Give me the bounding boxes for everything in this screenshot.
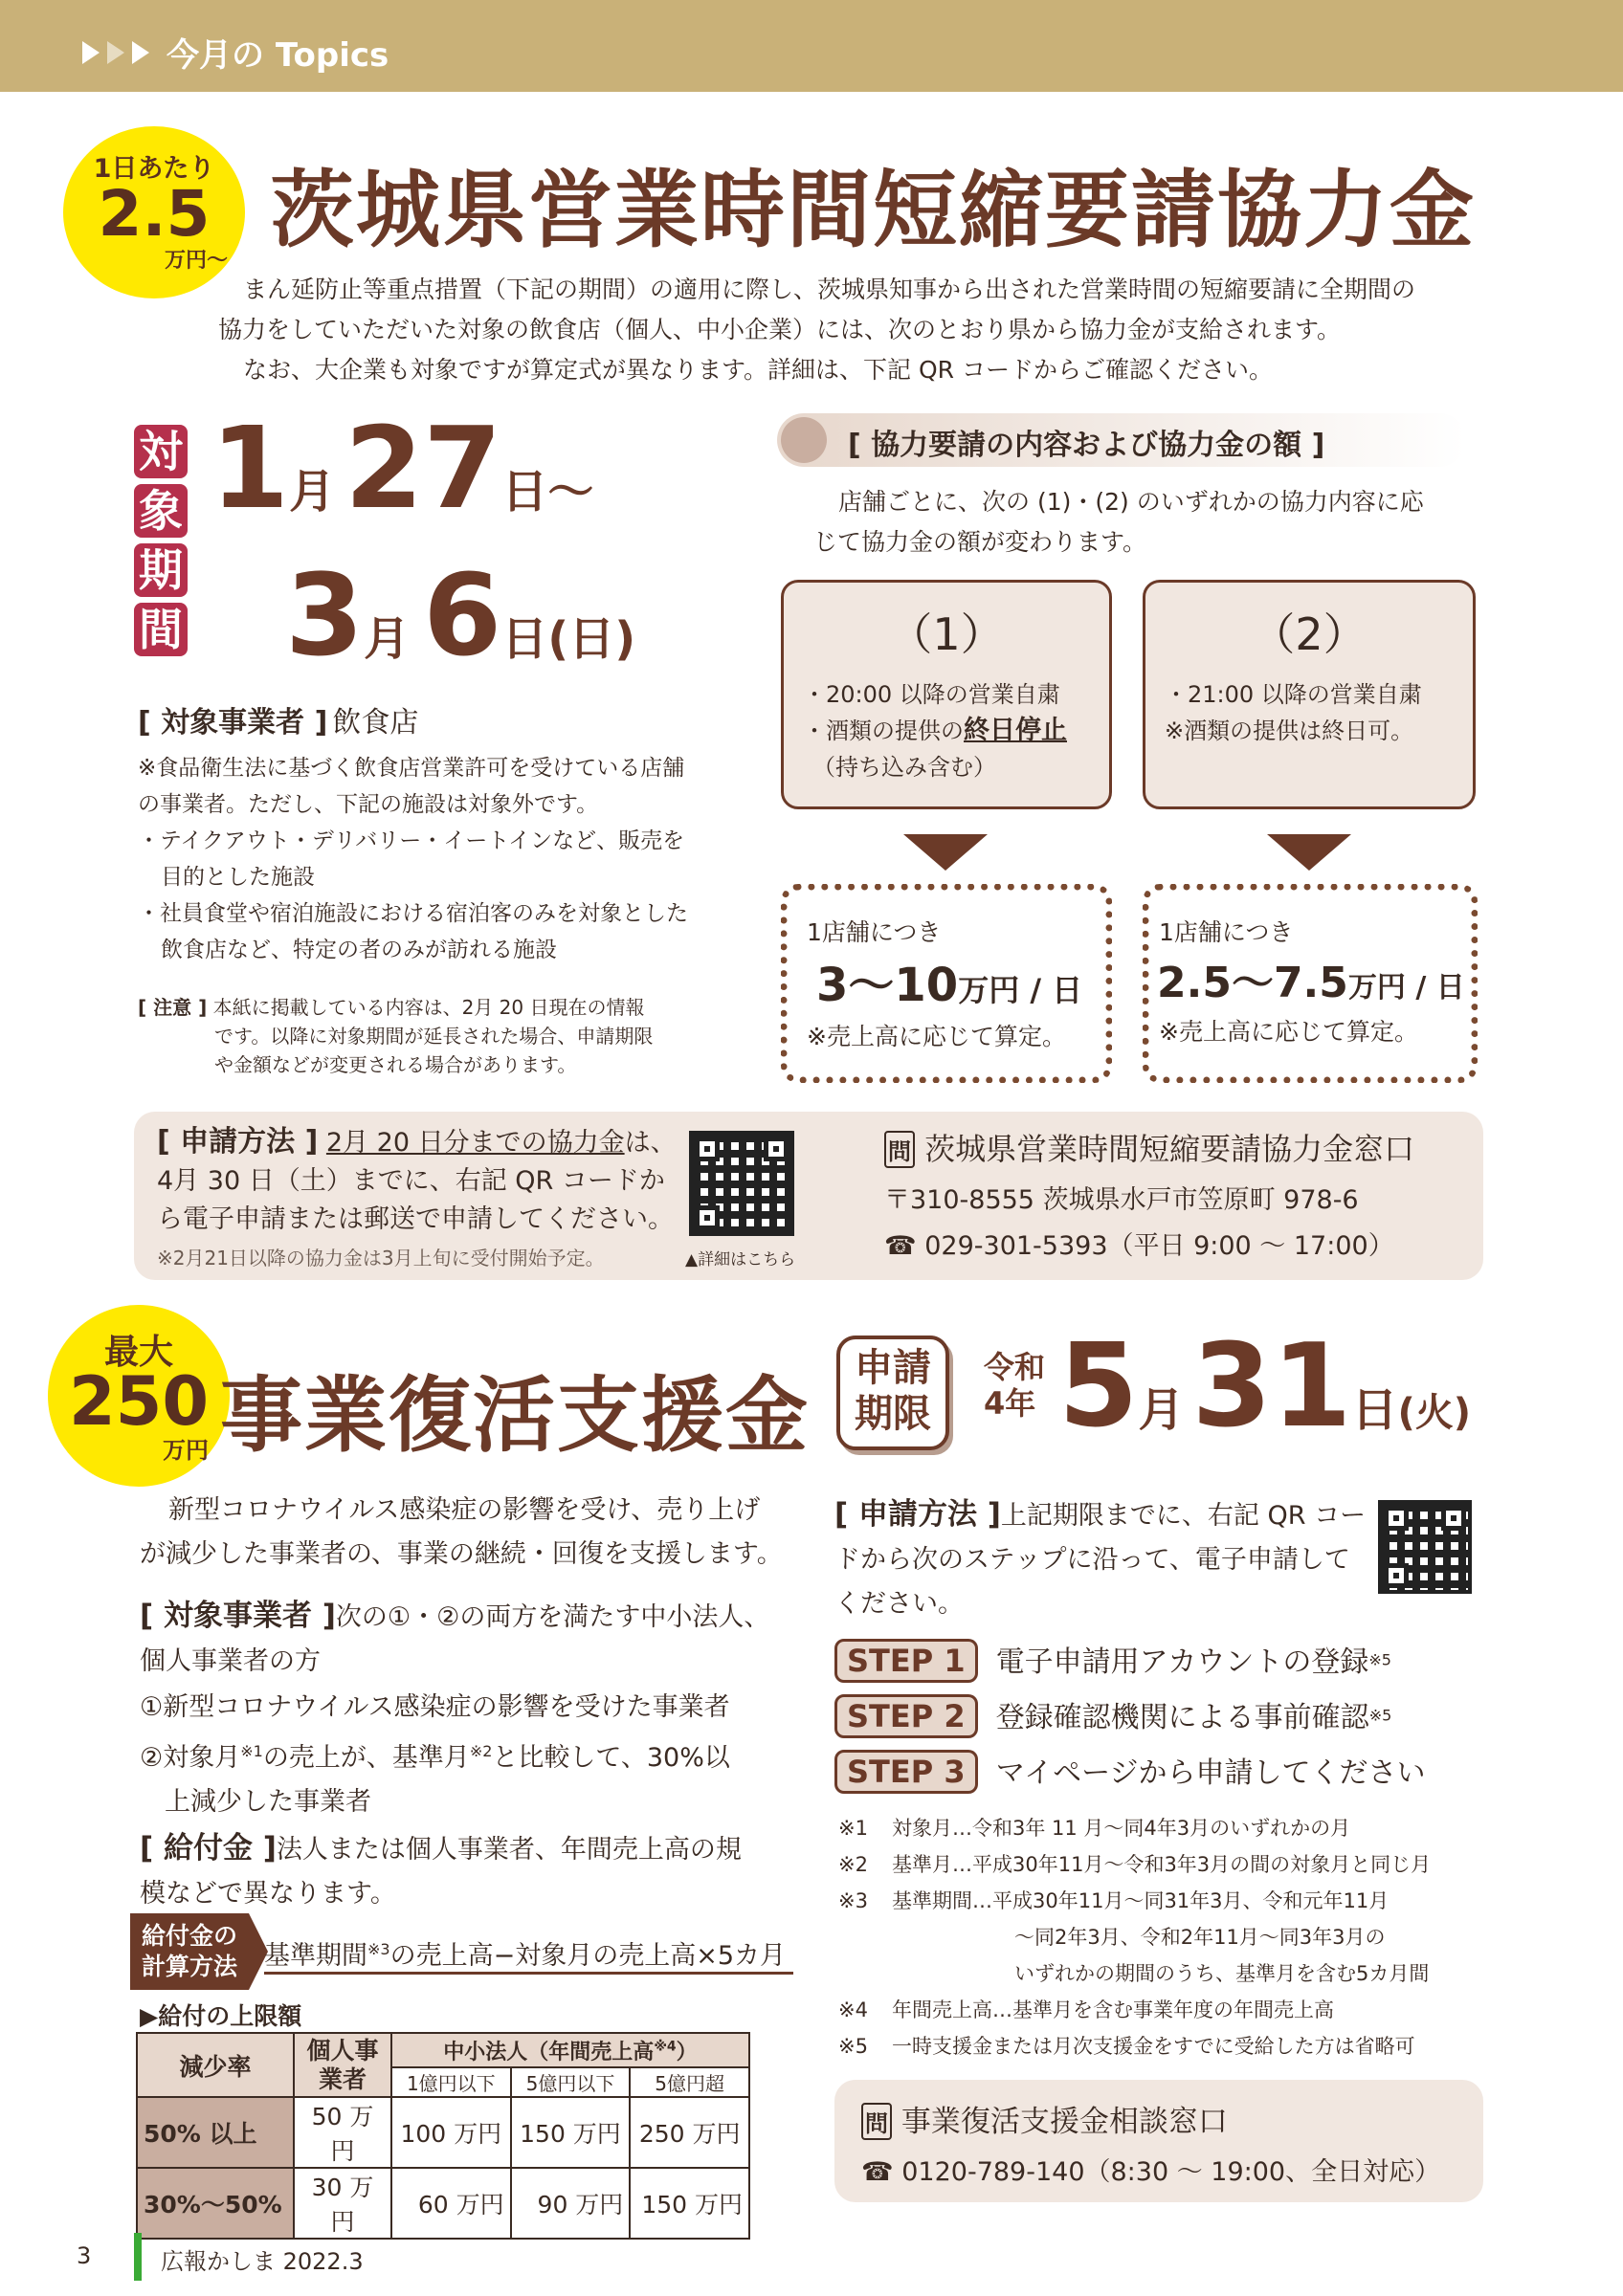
calc-tag-line: 給付金の bbox=[141, 1922, 237, 1950]
corp-label-end: ） bbox=[676, 2040, 698, 2064]
caution-note bbox=[138, 993, 750, 1079]
heading-dot-icon bbox=[781, 417, 827, 463]
note-text: 対象月…令和3年 11 月〜同4年3月のいずれかの月 bbox=[892, 1817, 1351, 1840]
table-cell: 30 万円 bbox=[294, 2168, 391, 2239]
target-value: 飲食店 bbox=[332, 706, 419, 740]
section1-intro-1: まん延防止等重点措置（下記の期間）の適用に際し、茨城県知事から出された営業時間の短縮要請に全期間の bbox=[243, 276, 1416, 303]
deadline-date bbox=[1058, 1320, 1471, 1453]
target-bullet: 飲食店など、特定の者のみが訪れる施設 bbox=[161, 938, 557, 962]
caution-text: です。以降に対象期間が延長された場合、申請期限 bbox=[214, 1025, 654, 1048]
limit-head: ▶給付の上限額 bbox=[140, 2002, 302, 2030]
intro-line: 新型コロナウイルス感染症の影響を受け、売り上げ bbox=[168, 1495, 761, 1525]
calc-formula bbox=[264, 1934, 793, 1975]
table-cell: 100 万円 bbox=[391, 2097, 511, 2168]
badge-amount: 250 bbox=[68, 1362, 210, 1441]
deadline-weekday: (火) bbox=[1397, 1391, 1472, 1435]
end-month: 3 bbox=[285, 549, 365, 681]
apply-text: 上記期限までに、右記 QR コー bbox=[1000, 1501, 1367, 1531]
condition bbox=[140, 1730, 769, 1780]
office-name: 事業復活支援金相談窓口 bbox=[900, 2105, 1228, 2139]
steps-list bbox=[834, 1638, 1426, 1804]
badge-unit: 万円〜 bbox=[164, 249, 228, 273]
start-month: 1 bbox=[211, 402, 290, 534]
deadline-tag-line: 期限 bbox=[855, 1392, 931, 1436]
apply-link[interactable]: 2月 20 日分までの協力金 bbox=[325, 1128, 625, 1158]
office-tel bbox=[884, 1225, 1394, 1262]
qr-caption: ▲詳細はこちら bbox=[685, 1250, 796, 1269]
office-name: 茨城県営業時間短縮要請協力金窓口 bbox=[924, 1131, 1415, 1167]
max-badge bbox=[48, 1305, 230, 1487]
page-number: 3 bbox=[77, 2242, 92, 2269]
amount-unit: 万円 / 日 bbox=[1347, 971, 1465, 1004]
option2-line: ※酒類の提供は終日可。 bbox=[1165, 718, 1414, 744]
table-cell: 250 万円 bbox=[630, 2097, 749, 2168]
calc-tag bbox=[130, 1913, 249, 1990]
target-bullet: ・社員食堂や宿泊施設における宿泊客のみを対象とした bbox=[138, 901, 688, 926]
caution-head: [ 注意 ] bbox=[138, 996, 208, 1019]
note-text: 基準期間…平成30年11月〜同31年3月、令和元年11月 bbox=[892, 1889, 1390, 1912]
deadline-era-name: 令和 bbox=[984, 1349, 1046, 1385]
apply-panel-1 bbox=[134, 1112, 1483, 1280]
arrow-icon bbox=[107, 41, 124, 64]
table-header-indiv: 個人事業者 bbox=[294, 2033, 391, 2097]
condition: 上減少した事業者 bbox=[165, 1787, 371, 1817]
table-header-corp bbox=[391, 2033, 749, 2067]
apply-note: ※2月21日以降の協力金は3月上旬に受付開始予定。 bbox=[157, 1247, 605, 1269]
end-day-unit: 日 bbox=[501, 612, 548, 666]
option2-box bbox=[1143, 580, 1476, 809]
table-subheader: 1億円以下 bbox=[391, 2067, 511, 2097]
month-unit: 月 bbox=[364, 612, 411, 666]
deadline-year: 4年 bbox=[984, 1385, 1036, 1422]
corp-label: 中小法人（年間売上高 bbox=[443, 2040, 655, 2064]
table-row bbox=[137, 2097, 749, 2168]
option1-line: ・20:00 以降の営業自粛 bbox=[803, 681, 1060, 708]
per-store: 1店舗につき bbox=[807, 918, 942, 946]
note-key: ※3 bbox=[838, 1889, 868, 1912]
note-text: 〜同2年3月、令和2年11月〜同3年3月の bbox=[1014, 1926, 1386, 1949]
table-subheader: 5億円以下 bbox=[511, 2067, 631, 2097]
table-row bbox=[137, 2168, 749, 2239]
option1-amount-box bbox=[781, 884, 1112, 1083]
cond-sup: ※1 bbox=[240, 1742, 263, 1760]
note-text: いずれかの期間のうち、基準月を含む5カ月間 bbox=[1014, 1962, 1430, 1985]
arrow-icon bbox=[82, 41, 100, 64]
corp-sup: ※4 bbox=[654, 2039, 677, 2055]
apply-text: ください。 bbox=[834, 1589, 964, 1619]
step-row bbox=[834, 1693, 1426, 1749]
section2-apply bbox=[834, 1492, 1370, 1626]
formula-sup: ※3 bbox=[367, 1940, 390, 1958]
table-cell: 50 万円 bbox=[294, 2097, 391, 2168]
note-key: ※5 bbox=[838, 2035, 868, 2058]
tel-text: 029-301-5393（平日 9:00 〜 17:00） bbox=[924, 1231, 1394, 1261]
header-label: 今月の Topics bbox=[167, 36, 389, 75]
apply-text: は、 bbox=[624, 1128, 677, 1158]
qr-code[interactable] bbox=[1378, 1500, 1472, 1594]
formula-text: の売上高−対象月の売上高×5カ月 bbox=[389, 1941, 787, 1971]
intro-line: が減少した事業者の、事業の継続・回復を支援します。 bbox=[140, 1539, 783, 1569]
period-char: 象 bbox=[134, 484, 188, 538]
step-sup: ※5 bbox=[1368, 1650, 1391, 1669]
target-head: [ 対象事業者 ] bbox=[138, 706, 328, 740]
office-tel-2 bbox=[861, 2151, 1440, 2188]
option1-box bbox=[781, 580, 1112, 809]
office-2 bbox=[861, 2097, 1228, 2140]
note-key: ※2 bbox=[838, 1853, 868, 1876]
deadline-tag-line: 申請 bbox=[855, 1346, 931, 1390]
deadline-day-unit: 日 bbox=[1351, 1383, 1398, 1437]
option2-num: （2） bbox=[1251, 608, 1367, 660]
apply-head: [ 申請方法 ] bbox=[834, 1497, 1001, 1532]
period-char: 間 bbox=[134, 603, 188, 656]
option1-line: ・酒類の提供の bbox=[803, 718, 964, 744]
period-start bbox=[211, 402, 593, 534]
apply-head: [ 申請方法 ] bbox=[157, 1125, 319, 1159]
inquiry-icon: 問 bbox=[861, 2103, 892, 2140]
footnotes bbox=[838, 1810, 1431, 2064]
target-text: 次の①・②の両方を満たす中小法人、 bbox=[335, 1602, 770, 1632]
target-heading bbox=[138, 698, 418, 740]
deadline-tag bbox=[836, 1336, 949, 1450]
step-text: 電子申請用アカウントの登録 bbox=[995, 1645, 1369, 1679]
amount-note: ※売上高に応じて算定。 bbox=[1159, 1018, 1418, 1046]
content-heading-bar bbox=[777, 413, 1466, 467]
office-address: 〒310-8555 茨城県水戸市笠原町 978-6 bbox=[884, 1185, 1359, 1215]
section2-title: 事業復活支援金 bbox=[220, 1368, 810, 1464]
tel-text: 0120-789-140（8:30 〜 19:00、全日対応） bbox=[901, 2157, 1441, 2187]
arrow-down-icon bbox=[903, 834, 988, 871]
option1-amount: 3〜10 bbox=[816, 959, 959, 1012]
target-note: ※食品衛生法に基づく飲食店営業許可を受けている店舗 bbox=[138, 756, 685, 781]
step-row bbox=[834, 1638, 1426, 1693]
content-desc: 店舗ごとに、次の (1)・(2) のいずれかの協力内容に応 bbox=[838, 488, 1424, 516]
period-label bbox=[134, 425, 188, 662]
content-head: [ 協力要請の内容および協力金の額 ] bbox=[848, 429, 1325, 462]
cond-text: の売上が、基準月 bbox=[262, 1743, 470, 1773]
note-text: 一時支援金または月次支援金をすでに受給した方は省略可 bbox=[892, 2035, 1415, 2058]
note-text: 年間売上高…基準月を含む事業年度の年間売上高 bbox=[892, 1998, 1334, 2021]
office-panel-2 bbox=[834, 2080, 1483, 2202]
phone-icon: ☎ bbox=[884, 1231, 917, 1261]
step-sup: ※5 bbox=[1368, 1706, 1392, 1725]
table-cell: 90 万円 bbox=[511, 2168, 631, 2239]
per-store: 1店舗につき bbox=[1159, 918, 1294, 946]
target-bullet: ・テイクアウト・デリバリー・イートインなど、販売を bbox=[138, 828, 685, 853]
target-notes bbox=[138, 750, 750, 968]
cond-sup: ※2 bbox=[469, 1742, 493, 1760]
deadline-month-unit: 月 bbox=[1138, 1383, 1185, 1437]
start-day: 27 bbox=[345, 402, 502, 534]
badge-amount: 2.5 bbox=[98, 177, 211, 251]
deadline-era bbox=[984, 1349, 1045, 1422]
step-row bbox=[834, 1749, 1426, 1804]
apply-text: ドから次のステップに沿って、電子申請して bbox=[834, 1545, 1350, 1575]
option2-amount: 2.5〜7.5 bbox=[1157, 959, 1348, 1007]
benefit-head: [ 給付金 ] bbox=[140, 1831, 277, 1866]
office-1 bbox=[884, 1125, 1414, 1169]
benefit-text: 法人または個人事業者、年間売上高の規 bbox=[276, 1835, 742, 1865]
inquiry-icon: 問 bbox=[884, 1131, 915, 1168]
apply-text: ら電子申請または郵送で申請してください。 bbox=[157, 1204, 674, 1234]
month-unit: 月 bbox=[289, 465, 336, 519]
option1-emphasis: 終日停止 bbox=[964, 716, 1067, 745]
section2-intro bbox=[140, 1489, 783, 1577]
rate-badge bbox=[63, 126, 245, 298]
target-bullet: 目的とした施設 bbox=[161, 865, 315, 890]
section1-intro-3: なお、大企業も対象ですが算定式が異なります。詳細は、下記 QR コードからご確認ください。 bbox=[243, 356, 1273, 384]
target-note: の事業者。ただし、下記の施設は対象外です。 bbox=[138, 792, 599, 817]
qr-code[interactable] bbox=[689, 1131, 794, 1236]
day-unit: 日〜 bbox=[501, 465, 594, 519]
amount-note: ※売上高に応じて算定。 bbox=[807, 1023, 1066, 1050]
period-char: 期 bbox=[134, 543, 188, 597]
cond-text: と比較して、30%以 bbox=[492, 1743, 730, 1773]
note-key: ※1 bbox=[838, 1817, 868, 1840]
note-text: 基準月…平成30年11月〜令和3年3月の間の対象月と同じ月 bbox=[892, 1853, 1432, 1876]
step-text: 登録確認機関による事前確認 bbox=[995, 1701, 1369, 1734]
section1-title: 茨城県営業時間短縮要請協力金 bbox=[270, 161, 1477, 259]
deadline-month: 5 bbox=[1058, 1320, 1139, 1453]
phone-icon: ☎ bbox=[861, 2157, 894, 2187]
end-day: 6 bbox=[423, 549, 502, 681]
step-text: マイページから申請してください bbox=[995, 1756, 1426, 1790]
content-desc: じて協力金の額が変わります。 bbox=[813, 528, 1147, 556]
benefit-text: 模などで異なります。 bbox=[140, 1879, 396, 1909]
condition: ①新型コロナウイルス感染症の影響を受けた事業者 bbox=[140, 1692, 730, 1722]
badge-unit: 万円 bbox=[163, 1437, 209, 1464]
option1-num: （1） bbox=[888, 608, 1005, 660]
period-end bbox=[285, 549, 635, 681]
end-weekday: (日) bbox=[547, 612, 636, 666]
option2-amount-box bbox=[1143, 884, 1478, 1083]
formula-text: 基準期間 bbox=[264, 1941, 367, 1971]
step-tag: STEP 2 bbox=[834, 1694, 978, 1738]
target-text: 個人事業者の方 bbox=[140, 1646, 321, 1676]
badge-line1: 最大 bbox=[103, 1333, 173, 1372]
table-rate: 50% 以上 bbox=[137, 2097, 294, 2168]
target-head: [ 対象事業者 ] bbox=[140, 1599, 336, 1633]
step-tag: STEP 1 bbox=[834, 1639, 978, 1683]
section1-intro-2: 協力をしていただいた対象の飲食店（個人、中小企業）には、次のとおり県から協力金が支給されます。 bbox=[218, 316, 1342, 343]
amount-unit: 万円 / 日 bbox=[958, 972, 1083, 1008]
footer-accent bbox=[134, 2233, 142, 2281]
apply-text: 4月 30 日（土）までに、右記 QR コードか bbox=[157, 1166, 665, 1196]
header-arrows bbox=[82, 29, 389, 76]
limit-table bbox=[136, 2032, 750, 2240]
table-cell: 150 万円 bbox=[630, 2168, 749, 2239]
section2-target bbox=[140, 1594, 769, 1916]
arrow-down-icon bbox=[1267, 834, 1351, 871]
caution-text: や金額などが変更される場合があります。 bbox=[214, 1053, 577, 1076]
cond-text: ②対象月 bbox=[140, 1743, 241, 1773]
table-header-rate: 減少率 bbox=[137, 2033, 294, 2097]
note-key: ※4 bbox=[838, 1998, 868, 2021]
publication-name: 広報かしま 2022.3 bbox=[161, 2248, 364, 2275]
period-char: 対 bbox=[134, 425, 188, 478]
badge-line1: 1日あたり bbox=[93, 154, 215, 184]
table-cell: 60 万円 bbox=[391, 2168, 511, 2239]
option2-line: ・21:00 以降の営業自粛 bbox=[1165, 681, 1422, 708]
table-rate: 30%〜50% bbox=[137, 2168, 294, 2239]
arrow-icon bbox=[132, 41, 149, 64]
deadline-day: 31 bbox=[1191, 1320, 1352, 1453]
table-subheader: 5億円超 bbox=[630, 2067, 749, 2097]
step-tag: STEP 3 bbox=[834, 1750, 978, 1794]
apply-text-1 bbox=[157, 1123, 677, 1277]
caution-text: 本紙に掲載している内容は、2月 20 日現在の情報 bbox=[212, 996, 645, 1019]
table-cell: 150 万円 bbox=[511, 2097, 631, 2168]
top-header-bar bbox=[0, 0, 1623, 92]
option1-line: （持ち込み含む） bbox=[812, 754, 996, 781]
calc-tag-line: 計算方法 bbox=[141, 1953, 237, 1980]
